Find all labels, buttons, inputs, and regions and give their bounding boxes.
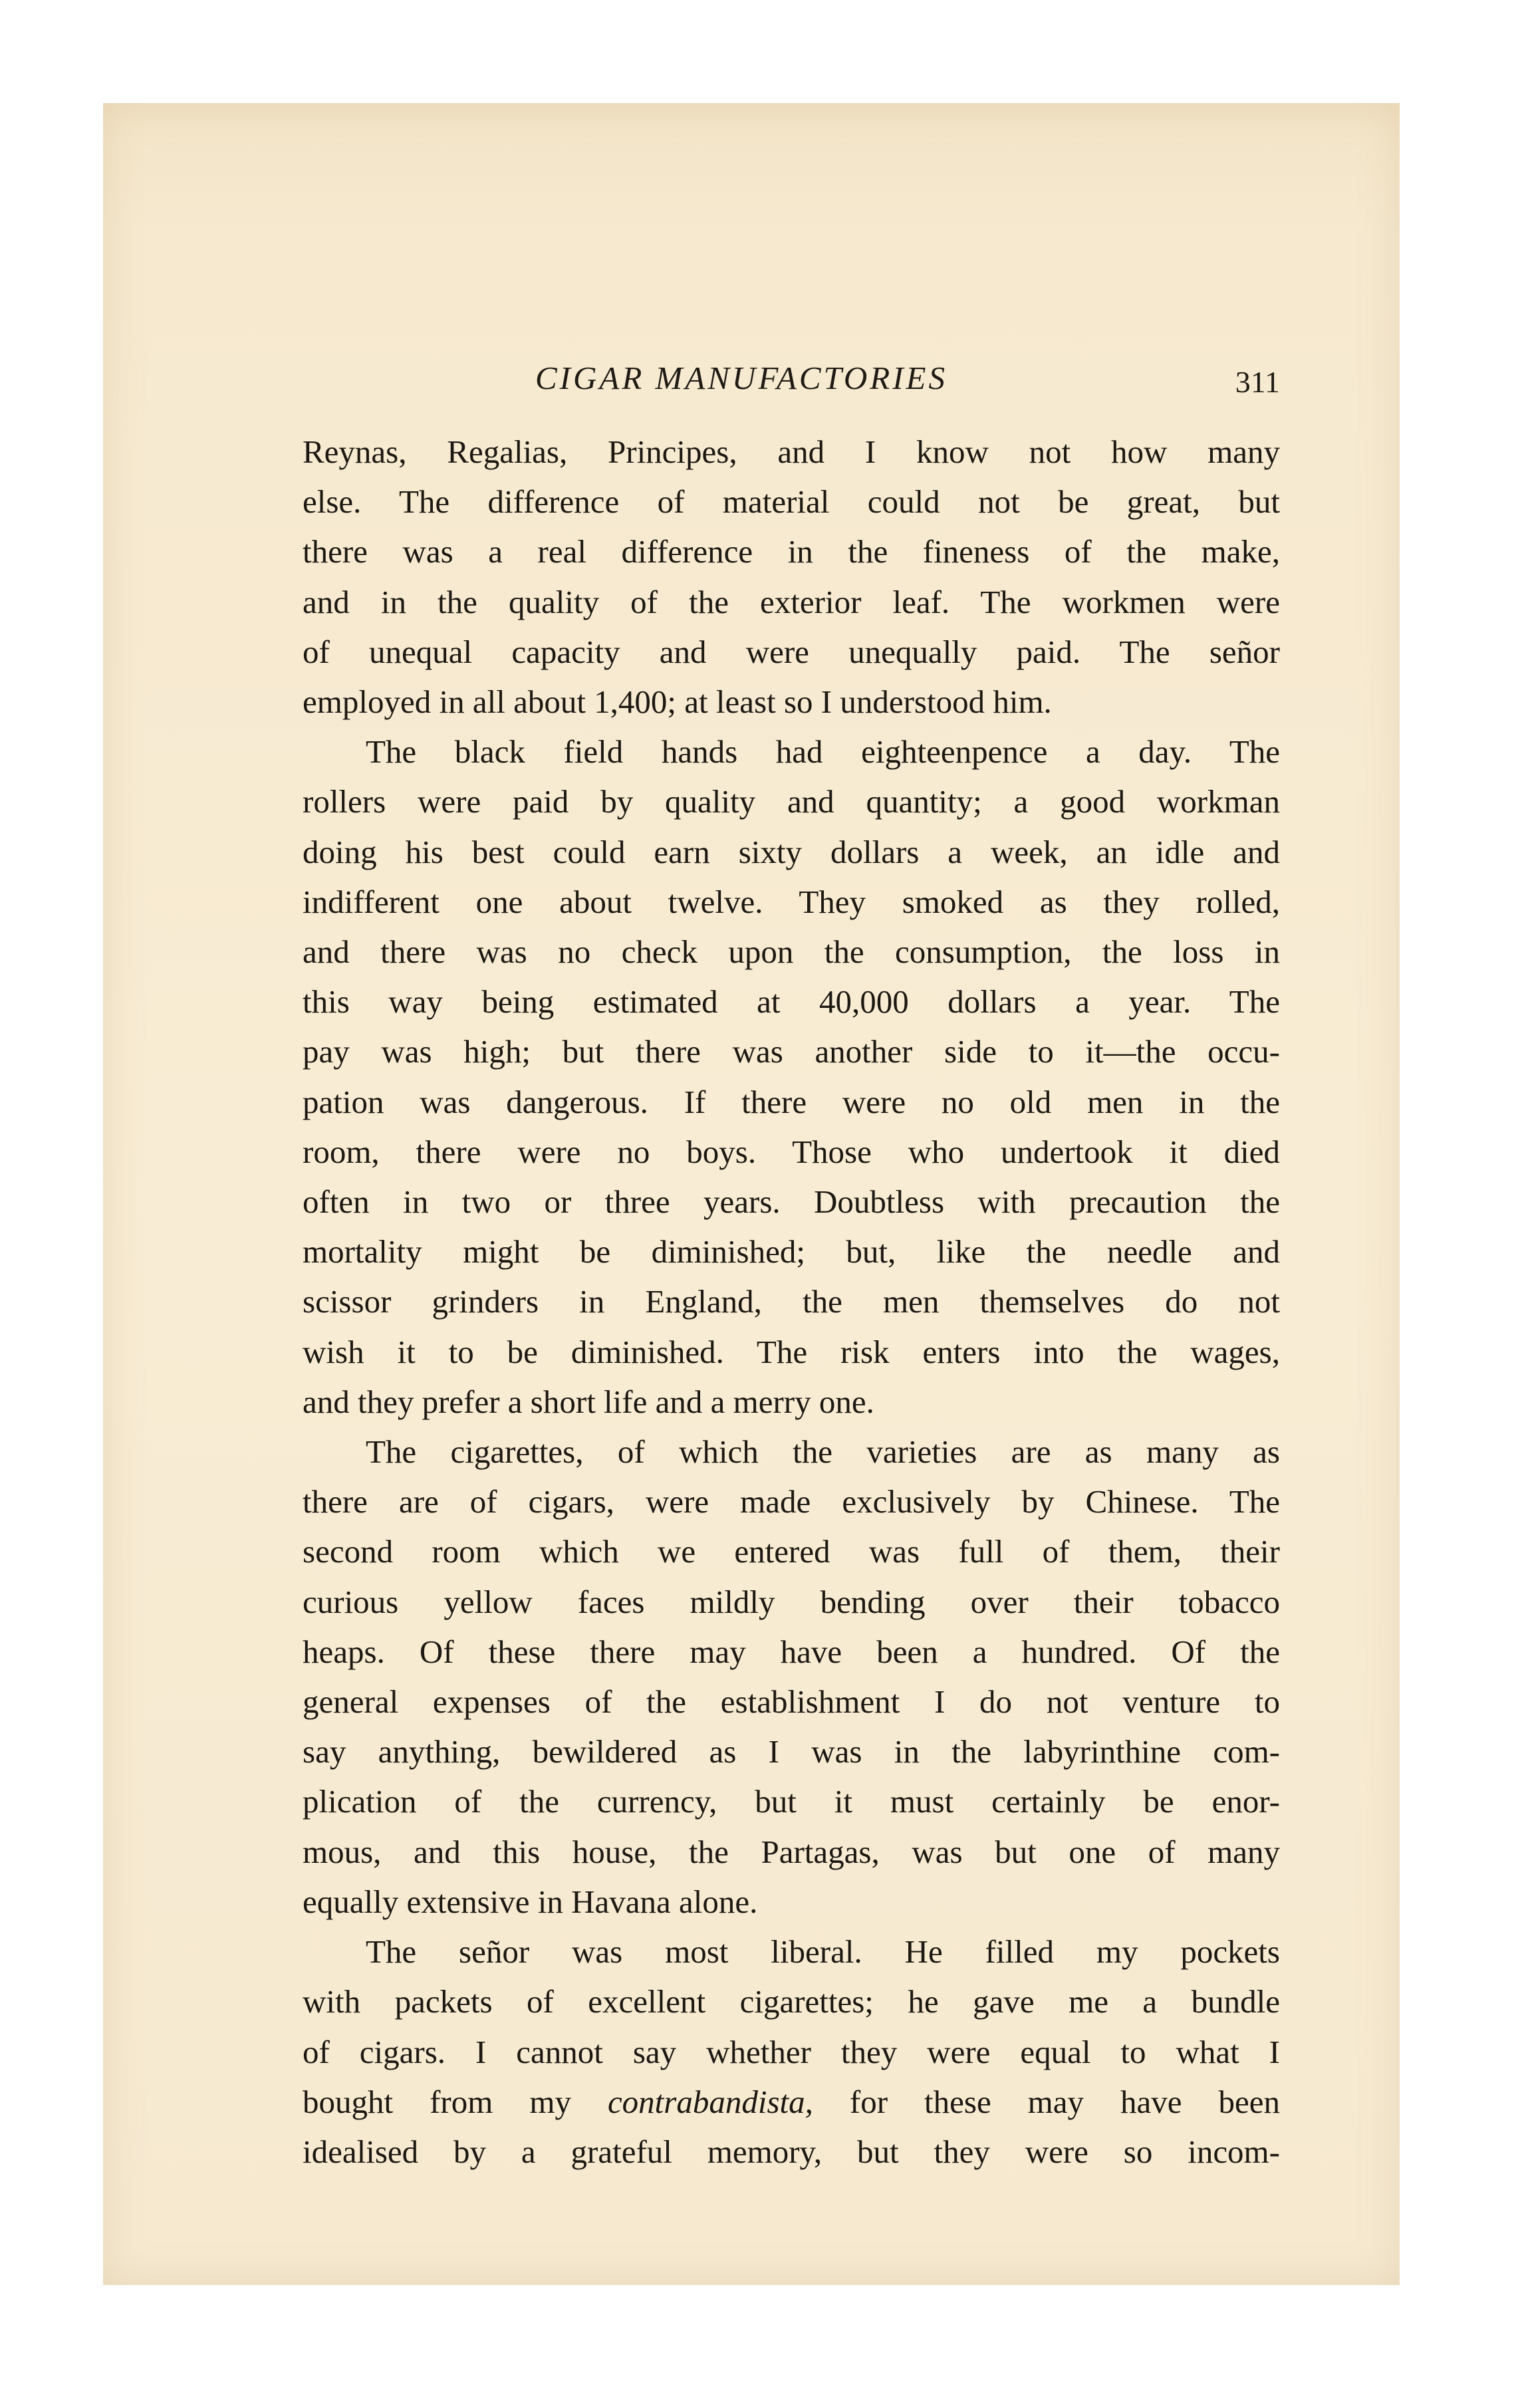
text-line: mous, and this house, the Partagas, was but one of many	[303, 1833, 1280, 1870]
running-title: CIGAR MANUFACTORIES	[535, 360, 948, 396]
text-line: of cigars. I cannot say whether they were equal to what I	[303, 2033, 1280, 2070]
book-page	[103, 103, 1400, 2285]
paragraph	[303, 1927, 1280, 2177]
text-line: and there was no check upon the consumption, the loss in	[303, 933, 1280, 971]
text-line: mortality might be diminished; but, like the needle and	[303, 1233, 1280, 1270]
text-line: second room which we entered was full of them, their	[303, 1533, 1280, 1570]
text-segment: for these may have been	[813, 2083, 1281, 2120]
text-line: say anything, bewildered as I was in the labyrinthine com-	[303, 1733, 1280, 1770]
italic-word: contrabandista,	[607, 2083, 813, 2120]
paragraph	[303, 727, 1280, 1427]
page-header	[303, 359, 1280, 399]
text-line: The cigarettes, of which the varieties are as many as	[366, 1433, 1280, 1471]
text-line: rollers were paid by quality and quantity; a good workman	[303, 783, 1280, 820]
text-line: else. The difference of material could not be great, but	[303, 483, 1280, 521]
text-line: and in the quality of the exterior leaf. The workmen were	[303, 583, 1280, 620]
text-line: and they prefer a short life and a merry one.	[303, 1383, 874, 1420]
text-line: there are of cigars, were made exclusively by Chinese. The	[303, 1483, 1280, 1520]
text-line: heaps. Of these there may have been a hundred. Of the	[303, 1633, 1280, 1670]
text-line: general expenses of the establishment I do not venture to	[303, 1683, 1280, 1721]
text-line: The black field hands had eighteenpence a day. The	[366, 733, 1280, 771]
text-line: scissor grinders in England, the men themselves do not	[303, 1283, 1280, 1320]
text-line: wish it to be diminished. The risk enters into the wages,	[303, 1333, 1280, 1370]
text-line: this way being estimated at 40,000 dollars a year. The	[303, 983, 1280, 1021]
text-line: indifferent one about twelve. They smoked as they rolled,	[303, 883, 1280, 920]
text-line: of unequal capacity and were unequally paid. The señor	[303, 633, 1280, 670]
text-line: plication of the currency, but it must certainly be enor-	[303, 1783, 1280, 1820]
text-line: The señor was most liberal. He filled my pockets	[366, 1933, 1280, 1971]
text-line: pation was dangerous. If there were no old men in the	[303, 1083, 1280, 1120]
text-line: doing his best could earn sixty dollars a week, an idle and	[303, 833, 1280, 870]
text-line: with packets of excellent cigarettes; he gave me a bundle	[303, 1983, 1280, 2020]
text-line: equally extensive in Havana alone.	[303, 1883, 758, 1920]
text-line-with-italic	[303, 2077, 1280, 2127]
text-line: there was a real difference in the fineness of the make,	[303, 533, 1280, 570]
text-segment: bought from my	[303, 2083, 608, 2120]
text-line: curious yellow faces mildly bending over their tobacco	[303, 1583, 1280, 1620]
body-text	[303, 427, 1280, 2177]
text-line: Reynas, Regalias, Principes, and I know not how many	[303, 433, 1280, 470]
text-line: employed in all about 1,400; at least so I understood him.	[303, 683, 1052, 721]
paragraph	[303, 1427, 1280, 1927]
paragraph	[303, 427, 1280, 727]
text-line: often in two or three years. Doubtless with precaution the	[303, 1183, 1280, 1221]
page-number: 311	[1235, 365, 1280, 399]
text-line: room, there were no boys. Those who undertook it died	[303, 1133, 1280, 1170]
text-line: pay was high; but there was another side to it—the occu-	[303, 1033, 1280, 1070]
text-line: idealised by a grateful memory, but they were so incom-	[303, 2133, 1280, 2170]
